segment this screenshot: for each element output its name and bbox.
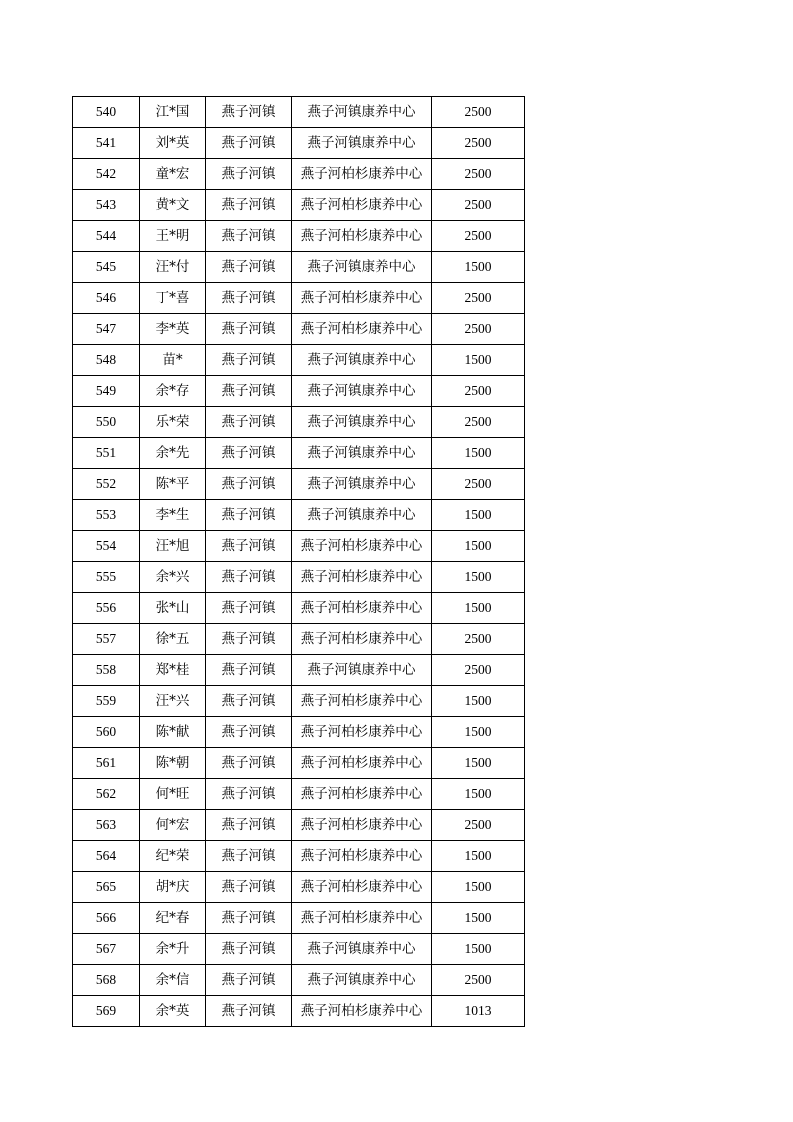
table-row — [73, 97, 525, 128]
amount-cell: 1500 — [432, 779, 525, 810]
town-cell: 燕子河镇 — [206, 624, 292, 655]
town-cell: 燕子河镇 — [206, 190, 292, 221]
row-number-cell: 552 — [73, 469, 140, 500]
town-cell: 燕子河镇 — [206, 469, 292, 500]
amount-cell: 1500 — [432, 252, 525, 283]
amount-cell: 2500 — [432, 283, 525, 314]
row-number-cell: 550 — [73, 407, 140, 438]
amount-cell: 2500 — [432, 376, 525, 407]
row-number-cell: 551 — [73, 438, 140, 469]
name-cell: 李*生 — [140, 500, 206, 531]
row-number-cell: 565 — [73, 872, 140, 903]
institution-cell: 燕子河柏杉康养中心 — [292, 841, 432, 872]
town-cell: 燕子河镇 — [206, 686, 292, 717]
name-cell: 余*信 — [140, 965, 206, 996]
table-row — [73, 345, 525, 376]
table-row — [73, 934, 525, 965]
row-number-cell: 557 — [73, 624, 140, 655]
institution-cell: 燕子河柏杉康养中心 — [292, 531, 432, 562]
institution-cell: 燕子河镇康养中心 — [292, 252, 432, 283]
name-cell: 陈*平 — [140, 469, 206, 500]
name-cell: 陈*献 — [140, 717, 206, 748]
name-cell: 汪*付 — [140, 252, 206, 283]
row-number-cell: 555 — [73, 562, 140, 593]
institution-cell: 燕子河镇康养中心 — [292, 934, 432, 965]
row-number-cell: 560 — [73, 717, 140, 748]
name-cell: 刘*英 — [140, 128, 206, 159]
institution-cell: 燕子河柏杉康养中心 — [292, 717, 432, 748]
town-cell: 燕子河镇 — [206, 965, 292, 996]
table-row — [73, 593, 525, 624]
town-cell: 燕子河镇 — [206, 934, 292, 965]
table-row — [73, 965, 525, 996]
amount-cell: 1500 — [432, 903, 525, 934]
institution-cell: 燕子河镇康养中心 — [292, 97, 432, 128]
row-number-cell: 554 — [73, 531, 140, 562]
institution-cell: 燕子河镇康养中心 — [292, 128, 432, 159]
institution-cell: 燕子河柏杉康养中心 — [292, 562, 432, 593]
town-cell: 燕子河镇 — [206, 748, 292, 779]
roster-table-body — [73, 97, 525, 1027]
town-cell: 燕子河镇 — [206, 407, 292, 438]
town-cell: 燕子河镇 — [206, 841, 292, 872]
name-cell: 苗* — [140, 345, 206, 376]
amount-cell: 2500 — [432, 624, 525, 655]
amount-cell: 1500 — [432, 717, 525, 748]
institution-cell: 燕子河柏杉康养中心 — [292, 903, 432, 934]
name-cell: 余*先 — [140, 438, 206, 469]
amount-cell: 2500 — [432, 407, 525, 438]
institution-cell: 燕子河镇康养中心 — [292, 469, 432, 500]
amount-cell: 1500 — [432, 593, 525, 624]
amount-cell: 1500 — [432, 438, 525, 469]
table-row — [73, 531, 525, 562]
institution-cell: 燕子河镇康养中心 — [292, 376, 432, 407]
amount-cell: 1500 — [432, 531, 525, 562]
name-cell: 乐*荣 — [140, 407, 206, 438]
name-cell: 陈*朝 — [140, 748, 206, 779]
amount-cell: 2500 — [432, 314, 525, 345]
table-row — [73, 903, 525, 934]
table-row — [73, 748, 525, 779]
name-cell: 李*英 — [140, 314, 206, 345]
amount-cell: 1500 — [432, 934, 525, 965]
name-cell: 徐*五 — [140, 624, 206, 655]
institution-cell: 燕子河柏杉康养中心 — [292, 283, 432, 314]
name-cell: 郑*桂 — [140, 655, 206, 686]
town-cell: 燕子河镇 — [206, 996, 292, 1027]
amount-cell: 2500 — [432, 965, 525, 996]
row-number-cell: 542 — [73, 159, 140, 190]
table-row — [73, 407, 525, 438]
name-cell: 汪*兴 — [140, 686, 206, 717]
row-number-cell: 549 — [73, 376, 140, 407]
table-row — [73, 376, 525, 407]
table-row — [73, 190, 525, 221]
town-cell: 燕子河镇 — [206, 562, 292, 593]
institution-cell: 燕子河柏杉康养中心 — [292, 748, 432, 779]
name-cell: 张*山 — [140, 593, 206, 624]
institution-cell: 燕子河镇康养中心 — [292, 655, 432, 686]
town-cell: 燕子河镇 — [206, 500, 292, 531]
row-number-cell: 553 — [73, 500, 140, 531]
town-cell: 燕子河镇 — [206, 717, 292, 748]
name-cell: 何*旺 — [140, 779, 206, 810]
amount-cell: 2500 — [432, 221, 525, 252]
town-cell: 燕子河镇 — [206, 810, 292, 841]
table-row — [73, 779, 525, 810]
amount-cell: 1013 — [432, 996, 525, 1027]
table-row — [73, 500, 525, 531]
row-number-cell: 561 — [73, 748, 140, 779]
amount-cell: 1500 — [432, 500, 525, 531]
table-row — [73, 624, 525, 655]
institution-cell: 燕子河柏杉康养中心 — [292, 593, 432, 624]
name-cell: 余*兴 — [140, 562, 206, 593]
name-cell: 胡*庆 — [140, 872, 206, 903]
table-row — [73, 686, 525, 717]
town-cell: 燕子河镇 — [206, 283, 292, 314]
institution-cell: 燕子河柏杉康养中心 — [292, 686, 432, 717]
name-cell: 黄*文 — [140, 190, 206, 221]
name-cell: 丁*喜 — [140, 283, 206, 314]
table-row — [73, 655, 525, 686]
town-cell: 燕子河镇 — [206, 159, 292, 190]
row-number-cell: 547 — [73, 314, 140, 345]
table-row — [73, 128, 525, 159]
table-row — [73, 841, 525, 872]
row-number-cell: 546 — [73, 283, 140, 314]
row-number-cell: 540 — [73, 97, 140, 128]
amount-cell: 2500 — [432, 159, 525, 190]
institution-cell: 燕子河镇康养中心 — [292, 438, 432, 469]
town-cell: 燕子河镇 — [206, 97, 292, 128]
name-cell: 何*宏 — [140, 810, 206, 841]
row-number-cell: 568 — [73, 965, 140, 996]
town-cell: 燕子河镇 — [206, 128, 292, 159]
town-cell: 燕子河镇 — [206, 872, 292, 903]
amount-cell: 2500 — [432, 655, 525, 686]
row-number-cell: 564 — [73, 841, 140, 872]
institution-cell: 燕子河柏杉康养中心 — [292, 190, 432, 221]
town-cell: 燕子河镇 — [206, 593, 292, 624]
town-cell: 燕子河镇 — [206, 779, 292, 810]
town-cell: 燕子河镇 — [206, 903, 292, 934]
amount-cell: 1500 — [432, 872, 525, 903]
name-cell: 江*国 — [140, 97, 206, 128]
town-cell: 燕子河镇 — [206, 438, 292, 469]
institution-cell: 燕子河柏杉康养中心 — [292, 624, 432, 655]
table-row — [73, 438, 525, 469]
town-cell: 燕子河镇 — [206, 655, 292, 686]
name-cell: 纪*春 — [140, 903, 206, 934]
amount-cell: 1500 — [432, 562, 525, 593]
amount-cell: 2500 — [432, 128, 525, 159]
institution-cell: 燕子河镇康养中心 — [292, 965, 432, 996]
table-row — [73, 996, 525, 1027]
institution-cell: 燕子河镇康养中心 — [292, 500, 432, 531]
row-number-cell: 544 — [73, 221, 140, 252]
row-number-cell: 541 — [73, 128, 140, 159]
roster-table — [72, 96, 525, 1027]
row-number-cell: 558 — [73, 655, 140, 686]
table-row — [73, 314, 525, 345]
name-cell: 汪*旭 — [140, 531, 206, 562]
row-number-cell: 543 — [73, 190, 140, 221]
institution-cell: 燕子河柏杉康养中心 — [292, 779, 432, 810]
row-number-cell: 559 — [73, 686, 140, 717]
amount-cell: 2500 — [432, 97, 525, 128]
name-cell: 余*英 — [140, 996, 206, 1027]
town-cell: 燕子河镇 — [206, 221, 292, 252]
institution-cell: 燕子河柏杉康养中心 — [292, 810, 432, 841]
town-cell: 燕子河镇 — [206, 345, 292, 376]
table-row — [73, 717, 525, 748]
amount-cell: 1500 — [432, 841, 525, 872]
row-number-cell: 545 — [73, 252, 140, 283]
row-number-cell: 566 — [73, 903, 140, 934]
amount-cell: 2500 — [432, 190, 525, 221]
name-cell: 纪*荣 — [140, 841, 206, 872]
name-cell: 王*明 — [140, 221, 206, 252]
table-row — [73, 810, 525, 841]
amount-cell: 2500 — [432, 810, 525, 841]
institution-cell: 燕子河柏杉康养中心 — [292, 996, 432, 1027]
amount-cell: 2500 — [432, 469, 525, 500]
town-cell: 燕子河镇 — [206, 252, 292, 283]
town-cell: 燕子河镇 — [206, 314, 292, 345]
name-cell: 童*宏 — [140, 159, 206, 190]
row-number-cell: 562 — [73, 779, 140, 810]
amount-cell: 1500 — [432, 748, 525, 779]
row-number-cell: 556 — [73, 593, 140, 624]
name-cell: 余*存 — [140, 376, 206, 407]
town-cell: 燕子河镇 — [206, 531, 292, 562]
institution-cell: 燕子河柏杉康养中心 — [292, 221, 432, 252]
row-number-cell: 567 — [73, 934, 140, 965]
table-row — [73, 221, 525, 252]
table-row — [73, 159, 525, 190]
institution-cell: 燕子河柏杉康养中心 — [292, 872, 432, 903]
table-row — [73, 562, 525, 593]
table-row — [73, 252, 525, 283]
row-number-cell: 569 — [73, 996, 140, 1027]
amount-cell: 1500 — [432, 345, 525, 376]
amount-cell: 1500 — [432, 686, 525, 717]
table-row — [73, 283, 525, 314]
table-row — [73, 872, 525, 903]
institution-cell: 燕子河镇康养中心 — [292, 345, 432, 376]
institution-cell: 燕子河柏杉康养中心 — [292, 314, 432, 345]
town-cell: 燕子河镇 — [206, 376, 292, 407]
institution-cell: 燕子河镇康养中心 — [292, 407, 432, 438]
name-cell: 余*升 — [140, 934, 206, 965]
row-number-cell: 563 — [73, 810, 140, 841]
row-number-cell: 548 — [73, 345, 140, 376]
table-row — [73, 469, 525, 500]
institution-cell: 燕子河柏杉康养中心 — [292, 159, 432, 190]
